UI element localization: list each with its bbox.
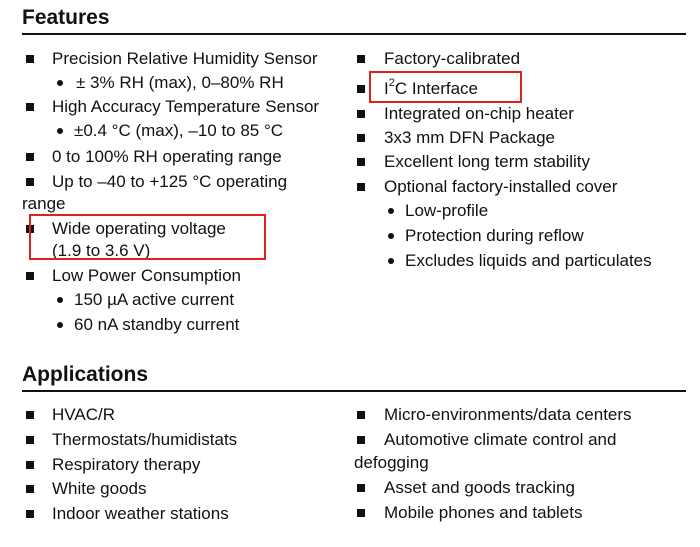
application-item: Asset and goods tracking xyxy=(384,478,575,497)
application-item: Automotive climate control and xyxy=(384,430,617,449)
feature-subitem: ± 3% RH (max), 0–80% RH xyxy=(76,73,284,92)
bullet-square xyxy=(357,436,365,444)
bullet-square xyxy=(26,436,34,444)
bullet-dot xyxy=(57,322,63,328)
application-item: Respiratory therapy xyxy=(52,455,201,474)
bullet-square xyxy=(26,178,34,186)
application-item-wrap: defogging xyxy=(354,453,429,472)
bullet-square xyxy=(26,461,34,469)
feature-subitem: Low-profile xyxy=(405,201,489,220)
feature-item: Precision Relative Humidity Sensor xyxy=(52,49,318,68)
feature-subitem: 150 µA active current xyxy=(74,290,235,309)
bullet-square xyxy=(357,158,365,166)
bullet-square xyxy=(26,411,34,419)
application-item: HVAC/R xyxy=(52,405,115,424)
bullet-square xyxy=(26,272,34,280)
feature-item: Integrated on-chip heater xyxy=(384,104,574,123)
application-item: White goods xyxy=(52,479,147,498)
bullet-dot xyxy=(388,258,394,264)
bullet-square xyxy=(357,411,365,419)
bullet-square xyxy=(26,103,34,111)
feature-item: High Accuracy Temperature Sensor xyxy=(52,97,320,116)
highlight-box-voltage xyxy=(29,214,266,260)
feature-item-wrap: (1.9 to 3.6 V) xyxy=(52,241,151,260)
feature-item: Wide operating voltage xyxy=(52,219,226,238)
bullet-square xyxy=(357,484,365,492)
feature-item: Low Power Consumption xyxy=(52,266,241,285)
bullet-square xyxy=(357,183,365,191)
feature-subitem: Protection during reflow xyxy=(405,226,584,245)
bullet-square xyxy=(26,153,34,161)
features-divider xyxy=(22,33,686,35)
bullet-square xyxy=(357,55,365,63)
bullet-square xyxy=(357,134,365,142)
application-item: Thermostats/humidistats xyxy=(52,430,238,449)
feature-item: Factory-calibrated xyxy=(384,49,521,68)
bullet-dot xyxy=(388,208,394,214)
applications-divider xyxy=(22,390,686,392)
feature-item: Up to –40 to +125 °C operating xyxy=(52,172,288,191)
application-item: Micro-environments/data centers xyxy=(384,405,632,424)
application-item: Mobile phones and tablets xyxy=(384,503,583,522)
bullet-square xyxy=(26,510,34,518)
feature-item: $I^2C$ Interface xyxy=(384,77,479,98)
bullet-square xyxy=(357,509,365,517)
applications-heading: Applications xyxy=(22,363,149,386)
feature-subitem: 60 nA standby current xyxy=(74,315,240,334)
feature-item: Excellent long term stability xyxy=(384,152,590,171)
feature-subitem: Excludes liquids and particulates xyxy=(405,251,652,270)
feature-item: 0 to 100% RH operating range xyxy=(52,147,282,166)
bullet-square xyxy=(26,55,34,63)
feature-subitem: ±0.4 °C (max), –10 to 85 °C xyxy=(74,121,284,140)
bullet-dot xyxy=(57,80,63,86)
bullet-dot xyxy=(388,233,394,239)
features-heading: Features xyxy=(22,6,110,29)
bullet-square xyxy=(357,85,365,93)
highlight-box-interface xyxy=(369,71,522,103)
application-item: Indoor weather stations xyxy=(52,504,229,523)
bullet-square xyxy=(357,110,365,118)
bullet-dot xyxy=(57,128,63,134)
bullet-dot xyxy=(57,297,63,303)
feature-item: 3x3 mm DFN Package xyxy=(384,128,555,147)
feature-item: Optional factory-installed cover xyxy=(384,177,618,196)
bullet-square xyxy=(26,485,34,493)
feature-item-wrap: range xyxy=(22,194,66,213)
